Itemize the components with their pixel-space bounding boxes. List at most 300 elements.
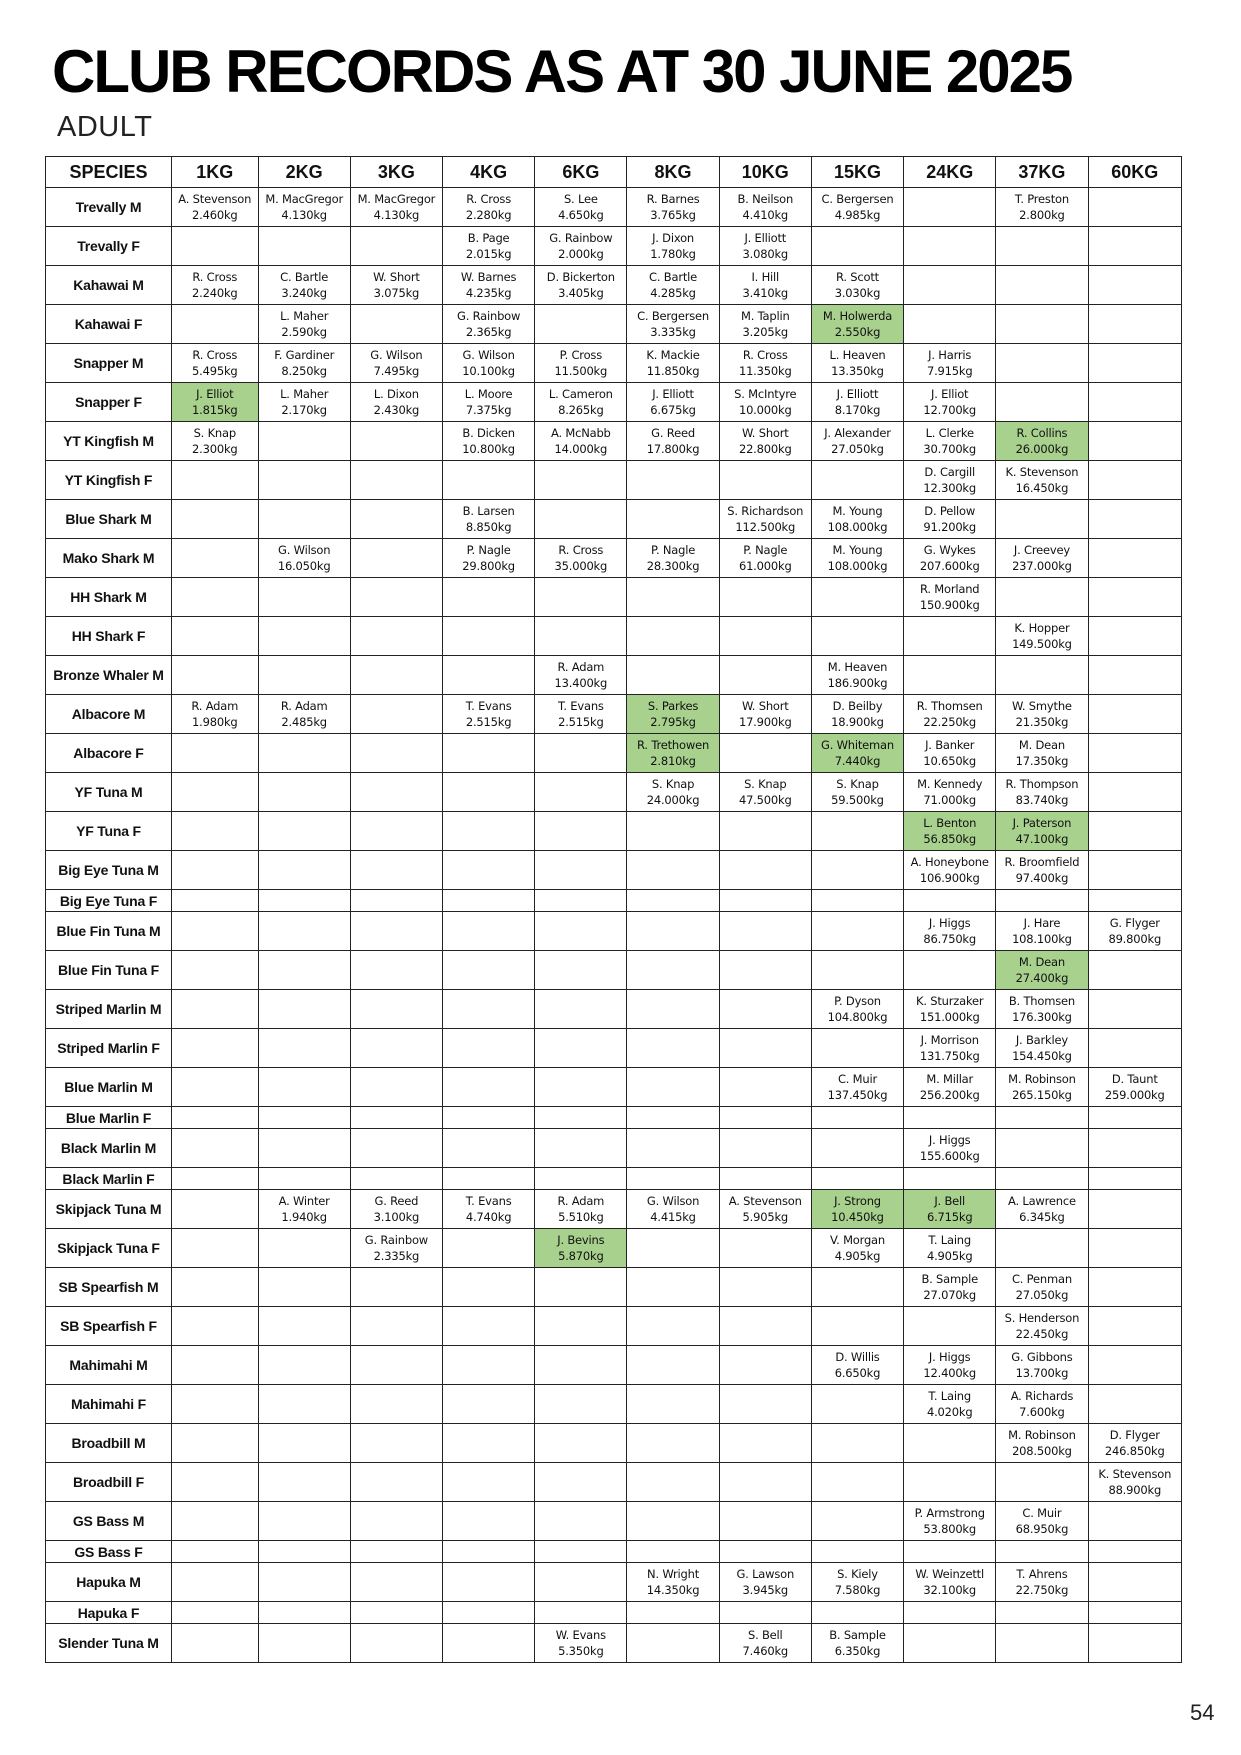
- record-weight: 2.240kg: [192, 286, 238, 300]
- record-cell: [350, 188, 442, 227]
- empty-cell: [443, 1385, 535, 1424]
- record-cell: [627, 539, 719, 578]
- record-cell: [258, 266, 350, 305]
- empty-cell: [258, 1541, 350, 1563]
- angler-name: V. Morgan: [829, 1233, 885, 1247]
- angler-name: W. Short: [741, 426, 789, 440]
- empty-cell: [171, 305, 258, 344]
- angler-name: W. Short: [373, 270, 420, 284]
- record-weight: 16.450kg: [1015, 481, 1069, 495]
- table-row: [46, 1268, 1182, 1307]
- empty-cell: [1088, 951, 1181, 990]
- record-cell: [904, 1502, 996, 1541]
- empty-cell: [719, 1029, 811, 1068]
- record-weight: 4.740kg: [465, 1210, 512, 1224]
- empty-cell: [443, 1502, 535, 1541]
- empty-cell: [627, 990, 719, 1029]
- empty-cell: [1088, 305, 1181, 344]
- record-weight: 149.500kg: [1012, 637, 1072, 651]
- empty-cell: [443, 734, 535, 773]
- record-weight: 6.350kg: [834, 1644, 881, 1658]
- angler-name: S. Kiely: [837, 1567, 878, 1581]
- empty-cell: [350, 1463, 442, 1502]
- record-cell: [535, 266, 627, 305]
- empty-cell: [258, 578, 350, 617]
- record-weight: 47.500kg: [738, 793, 792, 807]
- angler-name: C. Bergersen: [637, 309, 709, 323]
- record-weight: 8.170kg: [834, 403, 881, 417]
- record-cell-highlighted: [996, 422, 1088, 461]
- record-cell: [1088, 1068, 1181, 1107]
- table-row: [46, 1624, 1182, 1663]
- table-row: [46, 617, 1182, 656]
- empty-cell: [627, 812, 719, 851]
- empty-cell: [811, 951, 903, 990]
- record-cell: [904, 500, 996, 539]
- empty-cell: [1088, 1229, 1181, 1268]
- angler-name: D. Pellow: [924, 504, 976, 518]
- angler-name: J. Higgs: [928, 1350, 971, 1364]
- record-cell: [443, 344, 535, 383]
- record-cell: [996, 188, 1088, 227]
- empty-cell: [443, 1168, 535, 1190]
- table-row: [46, 851, 1182, 890]
- table-row: [46, 1229, 1182, 1268]
- record-cell: [811, 1624, 903, 1663]
- record-weight: 3.765kg: [650, 208, 696, 222]
- empty-cell: [811, 1107, 903, 1129]
- empty-cell: [996, 1541, 1088, 1563]
- record-cell: [350, 383, 442, 422]
- empty-cell: [627, 1541, 719, 1563]
- page-title: CLUB RECORDS AS AT 30 JUNE 2025: [52, 38, 1072, 105]
- empty-cell: [258, 1168, 350, 1190]
- empty-cell: [443, 617, 535, 656]
- angler-name: S. Knap: [836, 777, 879, 791]
- empty-cell: [904, 188, 996, 227]
- species-cell: Snapper F: [46, 383, 172, 422]
- record-cell: [996, 461, 1088, 500]
- record-cell: [627, 383, 719, 422]
- empty-cell: [258, 1029, 350, 1068]
- empty-cell: [1088, 1346, 1181, 1385]
- empty-cell: [1088, 1385, 1181, 1424]
- empty-cell: [1088, 1541, 1181, 1563]
- empty-cell: [1088, 1602, 1181, 1624]
- empty-cell: [535, 1307, 627, 1346]
- angler-name: R. Thomsen: [916, 699, 983, 713]
- empty-cell: [535, 617, 627, 656]
- empty-cell: [1088, 812, 1181, 851]
- angler-name: L. Heaven: [829, 348, 886, 362]
- table-row: [46, 1346, 1182, 1385]
- empty-cell: [350, 1385, 442, 1424]
- empty-cell: [811, 1029, 903, 1068]
- species-cell: Striped Marlin M: [46, 990, 172, 1029]
- angler-name: G. Lawson: [736, 1567, 795, 1581]
- angler-name: S. Knap: [744, 777, 787, 791]
- angler-name: J. Paterson: [1012, 816, 1072, 830]
- empty-cell: [350, 1268, 442, 1307]
- record-weight: 2.810kg: [650, 754, 696, 768]
- record-cell: [535, 227, 627, 266]
- angler-name: W. Barnes: [460, 270, 517, 284]
- table-row: [46, 912, 1182, 951]
- record-weight: 68.950kg: [1015, 1522, 1069, 1536]
- species-cell: YF Tuna F: [46, 812, 172, 851]
- record-weight: 17.900kg: [738, 715, 792, 729]
- angler-name: A. Stevenson: [178, 192, 252, 206]
- empty-cell: [535, 1268, 627, 1307]
- empty-cell: [171, 500, 258, 539]
- record-cell: [904, 1068, 996, 1107]
- empty-cell: [258, 1229, 350, 1268]
- column-header-15kg: 15KG: [811, 157, 903, 188]
- record-weight: 8.265kg: [558, 403, 604, 417]
- empty-cell: [443, 1268, 535, 1307]
- species-cell: Mako Shark M: [46, 539, 172, 578]
- angler-name: G. Wykes: [923, 543, 976, 557]
- record-cell: [1088, 912, 1181, 951]
- empty-cell: [258, 1624, 350, 1663]
- species-cell: Kahawai F: [46, 305, 172, 344]
- record-weight: 246.850kg: [1104, 1444, 1165, 1458]
- empty-cell: [811, 912, 903, 951]
- record-weight: 2.795kg: [650, 715, 696, 729]
- record-cell: [627, 1190, 719, 1229]
- empty-cell: [627, 1029, 719, 1068]
- record-cell: [996, 773, 1088, 812]
- angler-name: K. Stevenson: [1005, 465, 1079, 479]
- empty-cell: [811, 1129, 903, 1168]
- record-cell: [904, 461, 996, 500]
- angler-name: J. Elliott: [744, 231, 787, 245]
- angler-name: B. Thomsen: [1008, 994, 1075, 1008]
- record-weight: 265.150kg: [1012, 1088, 1072, 1102]
- empty-cell: [719, 1129, 811, 1168]
- empty-cell: [627, 1068, 719, 1107]
- empty-cell: [811, 1541, 903, 1563]
- record-weight: 2.515kg: [465, 715, 512, 729]
- empty-cell: [258, 773, 350, 812]
- angler-name: J. Elliott: [652, 387, 694, 401]
- record-weight: 32.100kg: [923, 1583, 976, 1597]
- empty-cell: [1088, 1563, 1181, 1602]
- column-header-10kg: 10KG: [719, 157, 811, 188]
- record-weight: 22.750kg: [1015, 1583, 1069, 1597]
- angler-name: T. Preston: [1014, 192, 1069, 206]
- angler-name: R. Adam: [557, 1194, 605, 1208]
- record-weight: 4.650kg: [558, 208, 604, 222]
- empty-cell: [811, 1385, 903, 1424]
- empty-cell: [811, 1168, 903, 1190]
- empty-cell: [996, 500, 1088, 539]
- record-weight: 3.075kg: [373, 286, 420, 300]
- record-cell-highlighted: [811, 305, 903, 344]
- record-weight: 4.905kg: [926, 1249, 973, 1263]
- angler-name: G. Rainbow: [456, 309, 521, 323]
- empty-cell: [443, 578, 535, 617]
- record-weight: 207.600kg: [919, 559, 980, 573]
- angler-name: S. Bell: [747, 1628, 783, 1642]
- empty-cell: [1088, 1129, 1181, 1168]
- record-weight: 18.900kg: [831, 715, 884, 729]
- angler-name: C. Bartle: [280, 270, 329, 284]
- empty-cell: [719, 734, 811, 773]
- empty-cell: [627, 1624, 719, 1663]
- table-row: [46, 539, 1182, 578]
- species-cell: HH Shark M: [46, 578, 172, 617]
- record-weight: 4.285kg: [650, 286, 696, 300]
- angler-name: J. Strong: [834, 1194, 881, 1208]
- record-cell: [535, 344, 627, 383]
- record-weight: 2.335kg: [373, 1249, 420, 1263]
- record-weight: 8.850kg: [465, 520, 512, 534]
- empty-cell: [811, 1463, 903, 1502]
- empty-cell: [996, 1602, 1088, 1624]
- record-weight: 10.800kg: [462, 442, 515, 456]
- empty-cell: [535, 851, 627, 890]
- empty-cell: [1088, 734, 1181, 773]
- record-weight: 27.050kg: [1015, 1288, 1069, 1302]
- angler-name: R. Morland: [919, 582, 980, 596]
- record-weight: 14.000kg: [554, 442, 608, 456]
- record-weight: 1.815kg: [192, 403, 238, 417]
- empty-cell: [171, 1463, 258, 1502]
- record-cell: [443, 383, 535, 422]
- column-header-37kg: 37KG: [996, 157, 1088, 188]
- empty-cell: [535, 461, 627, 500]
- empty-cell: [627, 1385, 719, 1424]
- angler-name: D. Beilby: [832, 699, 883, 713]
- record-weight: 59.500kg: [831, 793, 884, 807]
- species-cell: Black Marlin F: [46, 1168, 172, 1190]
- record-cell: [996, 1029, 1088, 1068]
- empty-cell: [627, 1107, 719, 1129]
- empty-cell: [996, 578, 1088, 617]
- empty-cell: [719, 1268, 811, 1307]
- column-header-species: SPECIES: [46, 157, 172, 188]
- record-cell: [258, 383, 350, 422]
- record-weight: 5.350kg: [558, 1644, 604, 1658]
- empty-cell: [171, 1307, 258, 1346]
- record-cell-highlighted: [535, 1229, 627, 1268]
- angler-name: F. Gardiner: [274, 348, 335, 362]
- empty-cell: [258, 1268, 350, 1307]
- empty-cell: [535, 1107, 627, 1129]
- empty-cell: [350, 578, 442, 617]
- record-weight: 24.000kg: [646, 793, 700, 807]
- empty-cell: [171, 1346, 258, 1385]
- empty-cell: [1088, 617, 1181, 656]
- record-weight: 1.980kg: [192, 715, 238, 729]
- angler-name: S. Parkes: [647, 699, 699, 713]
- record-cell: [811, 773, 903, 812]
- empty-cell: [258, 1107, 350, 1129]
- angler-name: M. Dean: [1018, 955, 1065, 969]
- species-cell: SB Spearfish F: [46, 1307, 172, 1346]
- record-weight: 10.000kg: [738, 403, 792, 417]
- record-cell: [996, 1190, 1088, 1229]
- record-cell: [719, 1624, 811, 1663]
- angler-name: G. Wilson: [370, 348, 423, 362]
- empty-cell: [350, 539, 442, 578]
- table-row: [46, 1502, 1182, 1541]
- record-cell: [811, 422, 903, 461]
- empty-cell: [627, 912, 719, 951]
- record-cell: [904, 851, 996, 890]
- empty-cell: [171, 851, 258, 890]
- record-cell: [535, 188, 627, 227]
- record-cell: [904, 734, 996, 773]
- record-cell: [258, 344, 350, 383]
- empty-cell: [258, 812, 350, 851]
- empty-cell: [1088, 344, 1181, 383]
- record-cell: [996, 1307, 1088, 1346]
- empty-cell: [1088, 188, 1181, 227]
- record-weight: 27.400kg: [1015, 971, 1069, 985]
- record-weight: 7.440kg: [834, 754, 881, 768]
- empty-cell: [719, 1346, 811, 1385]
- record-weight: 3.030kg: [834, 286, 881, 300]
- empty-cell: [535, 1346, 627, 1385]
- record-weight: 3.080kg: [742, 247, 788, 261]
- angler-name: D. Taunt: [1111, 1072, 1158, 1086]
- column-header-24kg: 24KG: [904, 157, 996, 188]
- species-cell: Blue Shark M: [46, 500, 172, 539]
- record-cell: [811, 344, 903, 383]
- species-cell: Blue Fin Tuna F: [46, 951, 172, 990]
- angler-name: J. Elliot: [931, 387, 969, 401]
- angler-name: J. Higgs: [928, 916, 971, 930]
- record-cell: [904, 1385, 996, 1424]
- empty-cell: [350, 812, 442, 851]
- record-weight: 2.300kg: [192, 442, 238, 456]
- empty-cell: [627, 461, 719, 500]
- record-weight: 3.410kg: [742, 286, 788, 300]
- empty-cell: [627, 1424, 719, 1463]
- angler-name: C. Bartle: [649, 270, 698, 284]
- empty-cell: [904, 951, 996, 990]
- empty-cell: [719, 1463, 811, 1502]
- empty-cell: [171, 1624, 258, 1663]
- record-cell: [811, 990, 903, 1029]
- record-weight: 29.800kg: [462, 559, 515, 573]
- record-weight: 108.000kg: [827, 559, 888, 573]
- record-cell: [627, 227, 719, 266]
- empty-cell: [443, 1346, 535, 1385]
- record-weight: 3.100kg: [373, 1210, 420, 1224]
- empty-cell: [1088, 266, 1181, 305]
- record-cell: [719, 188, 811, 227]
- record-cell: [719, 305, 811, 344]
- species-cell: Black Marlin M: [46, 1129, 172, 1168]
- angler-name: J. Barkley: [1015, 1033, 1068, 1047]
- record-cell: [904, 695, 996, 734]
- empty-cell: [258, 1502, 350, 1541]
- empty-cell: [719, 1424, 811, 1463]
- angler-name: J. Creevey: [1013, 543, 1070, 557]
- empty-cell: [171, 912, 258, 951]
- angler-name: J. Harris: [928, 348, 972, 362]
- angler-name: A. Richards: [1010, 1389, 1074, 1403]
- empty-cell: [811, 812, 903, 851]
- empty-cell: [350, 1502, 442, 1541]
- angler-name: R. Cross: [558, 543, 604, 557]
- angler-name: W. Evans: [555, 1628, 606, 1642]
- empty-cell: [258, 461, 350, 500]
- empty-cell: [1088, 1502, 1181, 1541]
- angler-name: G. Flyger: [1109, 916, 1160, 930]
- angler-name: M. Holwerda: [822, 309, 893, 323]
- empty-cell: [443, 1463, 535, 1502]
- record-weight: 6.650kg: [834, 1366, 881, 1380]
- record-weight: 12.400kg: [923, 1366, 976, 1380]
- record-weight: 2.170kg: [281, 403, 327, 417]
- record-cell: [535, 656, 627, 695]
- record-cell: [996, 1068, 1088, 1107]
- record-cell: [171, 266, 258, 305]
- empty-cell: [171, 1602, 258, 1624]
- table-row: [46, 266, 1182, 305]
- empty-cell: [1088, 1307, 1181, 1346]
- angler-name: P. Dyson: [834, 994, 881, 1008]
- empty-cell: [627, 890, 719, 912]
- record-cell-highlighted: [904, 812, 996, 851]
- empty-cell: [719, 1541, 811, 1563]
- record-weight: 108.100kg: [1012, 932, 1072, 946]
- angler-name: L. Maher: [280, 309, 329, 323]
- record-weight: 8.250kg: [281, 364, 327, 378]
- angler-name: T. Ahrens: [1016, 1567, 1068, 1581]
- empty-cell: [350, 1107, 442, 1129]
- column-header-4kg: 4KG: [443, 157, 535, 188]
- angler-name: K. Stevenson: [1098, 1467, 1172, 1481]
- record-cell: [258, 188, 350, 227]
- angler-name: M. Young: [832, 504, 883, 518]
- angler-name: L. Moore: [464, 387, 513, 401]
- record-weight: 2.430kg: [373, 403, 420, 417]
- empty-cell: [904, 227, 996, 266]
- empty-cell: [1088, 461, 1181, 500]
- empty-cell: [627, 951, 719, 990]
- angler-name: B. Page: [467, 231, 510, 245]
- species-cell: Skipjack Tuna M: [46, 1190, 172, 1229]
- angler-name: C. Muir: [1022, 1506, 1062, 1520]
- records-body: [46, 188, 1182, 1663]
- species-cell: Broadbill F: [46, 1463, 172, 1502]
- record-cell: [996, 912, 1088, 951]
- record-weight: 11.500kg: [554, 364, 608, 378]
- record-cell: [904, 578, 996, 617]
- empty-cell: [350, 227, 442, 266]
- empty-cell: [719, 1385, 811, 1424]
- angler-name: J. Bevins: [557, 1233, 605, 1247]
- angler-name: J. Higgs: [928, 1133, 971, 1147]
- empty-cell: [719, 890, 811, 912]
- angler-name: D. Willis: [835, 1350, 880, 1364]
- empty-cell: [258, 912, 350, 951]
- record-cell: [350, 266, 442, 305]
- table-row: [46, 990, 1182, 1029]
- empty-cell: [443, 890, 535, 912]
- empty-cell: [996, 890, 1088, 912]
- record-weight: 97.400kg: [1015, 871, 1069, 885]
- empty-cell: [350, 734, 442, 773]
- record-weight: 91.200kg: [923, 520, 976, 534]
- table-row: [46, 1307, 1182, 1346]
- record-weight: 108.000kg: [827, 520, 888, 534]
